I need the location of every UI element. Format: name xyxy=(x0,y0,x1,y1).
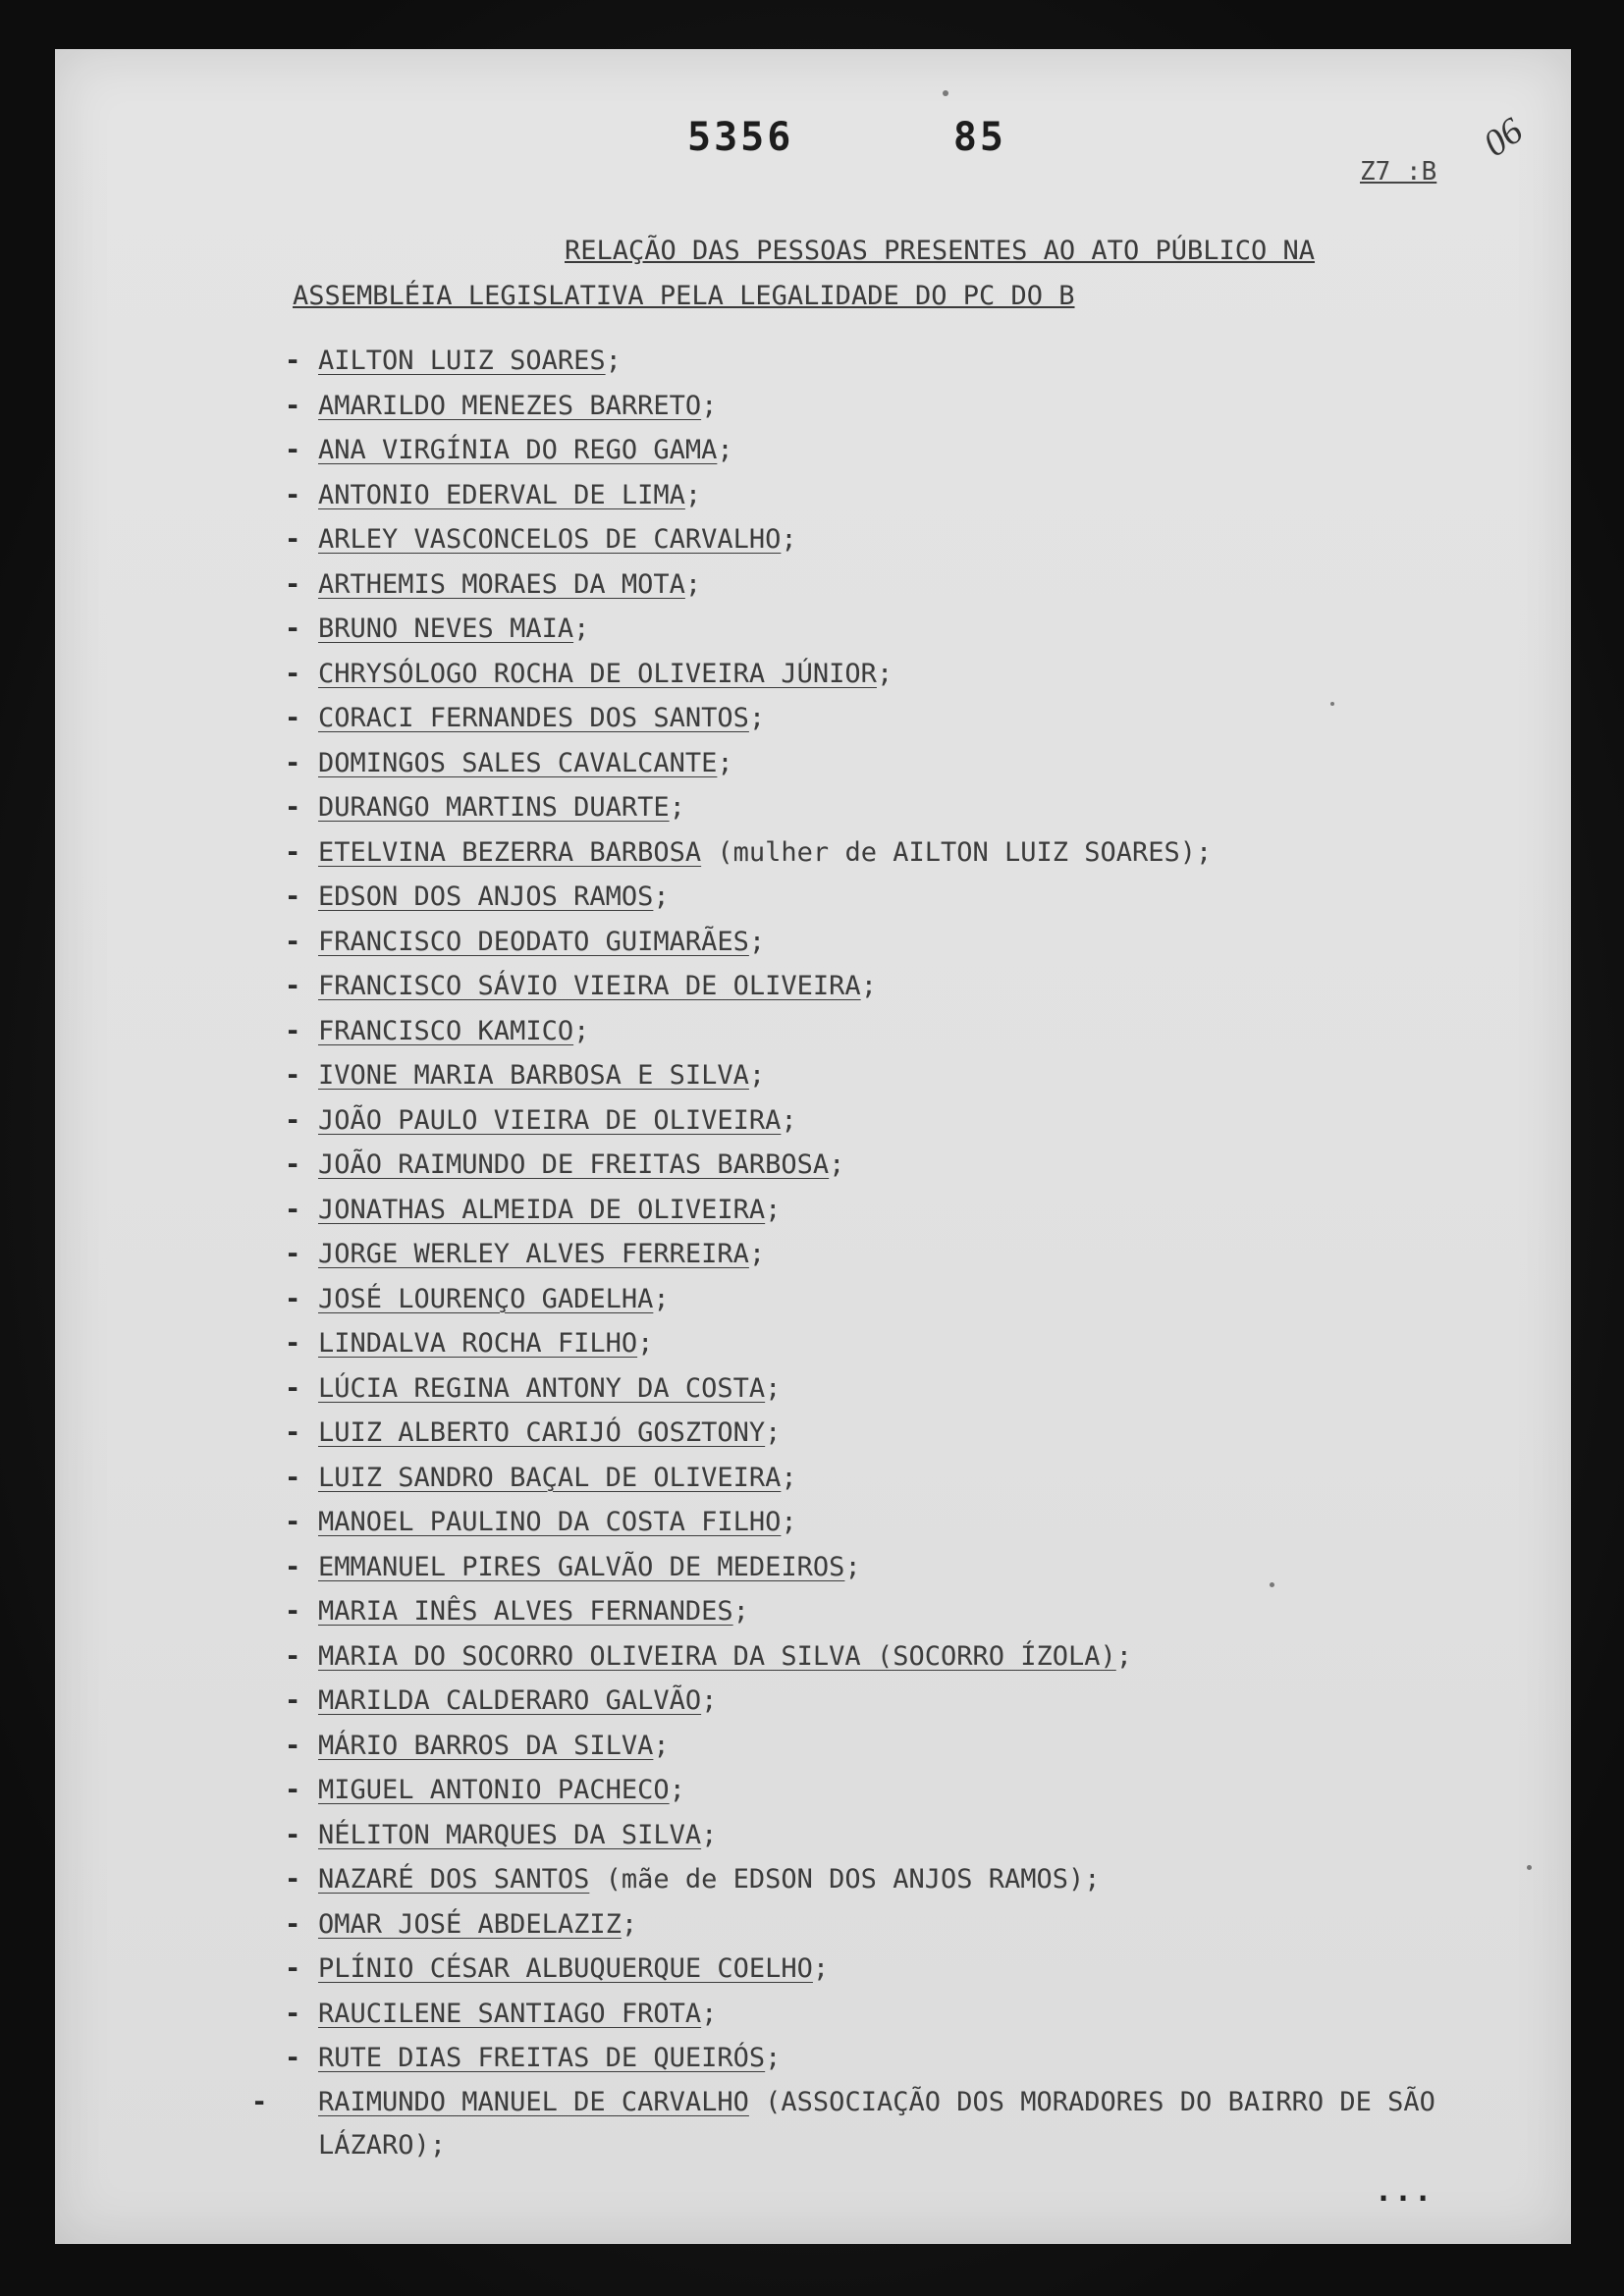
attendee-note: ; xyxy=(860,971,877,1001)
list-bullet: - xyxy=(285,1372,301,1404)
attendee-list xyxy=(251,339,1492,2167)
attendee-note: ; xyxy=(684,568,702,600)
continuation-marker: ... xyxy=(1375,2174,1435,2209)
attendee-note: ; xyxy=(653,881,670,912)
attendee-note: ; xyxy=(781,524,797,555)
attendee-note: ; xyxy=(653,1730,670,1761)
list-item xyxy=(285,1992,1492,2037)
attendee-note: ; xyxy=(765,2043,782,2073)
list-item xyxy=(285,1634,1492,1680)
attendee-note: ; xyxy=(748,703,766,733)
list-item xyxy=(285,428,1492,473)
list-item xyxy=(285,875,1492,920)
attendee-name: DOMINGOS SALES CAVALCANTE xyxy=(318,747,718,778)
list-bullet: - xyxy=(285,836,301,868)
attendee-name: LINDALVA ROCHA FILHO xyxy=(318,1328,638,1359)
attendee-name: EDSON DOS ANJOS RAMOS xyxy=(318,881,654,912)
list-item xyxy=(285,1277,1492,1322)
attendee-name: PLÍNIO CÉSAR ALBUQUERQUE COELHO xyxy=(318,1953,813,1984)
document-number: 5356 85 xyxy=(687,115,1006,160)
list-bullet: - xyxy=(285,971,301,1001)
attendee-name: FRANCISCO KAMICO xyxy=(318,1015,574,1046)
attendee-note: ; xyxy=(669,1775,685,1805)
list-item xyxy=(285,1321,1492,1366)
attendee-name: ARTHEMIS MORAES DA MOTA xyxy=(318,568,685,600)
attendee-note: (mulher de AILTON LUIZ SOARES); xyxy=(701,836,1213,868)
list-bullet: - xyxy=(285,1551,301,1582)
list-bullet: - xyxy=(285,926,301,957)
list-item xyxy=(285,920,1492,965)
list-item xyxy=(285,1098,1492,1144)
list-item xyxy=(285,964,1492,1009)
attendee-note: ; xyxy=(701,390,718,421)
list-bullet: - xyxy=(285,614,301,644)
attendee-name: MARIA INÊS ALVES FERNANDES xyxy=(318,1596,733,1627)
list-item xyxy=(285,1500,1492,1545)
attendee-name: FRANCISCO DEODATO GUIMARÃES xyxy=(318,926,749,957)
list-item xyxy=(285,696,1492,741)
list-item xyxy=(285,1009,1492,1054)
list-bullet: - xyxy=(285,1953,301,1984)
list-bullet: - xyxy=(285,1417,301,1448)
attendee-name: BRUNO NEVES MAIA xyxy=(318,614,574,644)
attendee-name: OMAR JOSÉ ABDELAZIZ xyxy=(318,1908,622,1940)
list-bullet: - xyxy=(285,479,301,510)
list-bullet: - xyxy=(285,1596,301,1627)
attendee-name: ARLEY VASCONCELOS DE CARVALHO xyxy=(318,524,782,555)
list-bullet: - xyxy=(285,1507,301,1537)
list-item xyxy=(251,2081,1492,2167)
attendee-note: ; xyxy=(669,792,685,823)
list-bullet: - xyxy=(285,1819,301,1850)
list-bullet: - xyxy=(285,1685,301,1716)
attendee-name: JOÃO PAULO VIEIRA DE OLIVEIRA xyxy=(318,1104,782,1136)
attendee-name: LUIZ ALBERTO CARIJÓ GOSZTONY xyxy=(318,1417,766,1448)
list-item xyxy=(285,1366,1492,1412)
list-bullet: - xyxy=(285,2043,301,2073)
attendee-note: ; xyxy=(573,1015,590,1046)
attendee-name: AMARILDO MENEZES BARRETO xyxy=(318,390,702,421)
attendee-name: NAZARÉ DOS SANTOS xyxy=(318,1864,590,1895)
handwritten-page-number: 06 xyxy=(1476,109,1531,166)
list-bullet: - xyxy=(285,1462,301,1493)
list-bullet: - xyxy=(285,747,301,778)
attendee-note: ; xyxy=(829,1149,845,1180)
list-item xyxy=(285,1545,1492,1590)
attendee-note: (mãe de EDSON DOS ANJOS RAMOS); xyxy=(589,1864,1101,1895)
list-item xyxy=(285,1813,1492,1858)
list-bullet: - xyxy=(285,1640,301,1672)
attendee-name: AILTON LUIZ SOARES xyxy=(318,346,606,376)
attendee-note: ; xyxy=(717,747,733,778)
scan-speck xyxy=(1270,1582,1274,1587)
attendee-note: (ASSOCIAÇÃO DOS MORADORES DO BAIRRO DE SÃO LÁZARO); xyxy=(318,2086,1435,2161)
list-bullet: - xyxy=(285,1998,301,2029)
attendee-name: JOÃO RAIMUNDO DE FREITAS BARBOSA xyxy=(318,1149,830,1180)
list-item xyxy=(285,652,1492,697)
list-item xyxy=(285,830,1492,876)
attendee-note: ; xyxy=(781,1507,797,1537)
scan-speck xyxy=(1527,1865,1532,1870)
list-item xyxy=(285,473,1492,518)
attendee-name: JONATHAS ALMEIDA DE OLIVEIRA xyxy=(318,1194,766,1225)
attendee-note: ; xyxy=(844,1551,861,1582)
list-bullet: - xyxy=(285,881,301,912)
attendee-note: ; xyxy=(732,1596,749,1627)
attendee-note: ; xyxy=(605,346,622,376)
attendee-name: ANA VIRGÍNIA DO REGO GAMA xyxy=(318,435,718,465)
list-bullet: - xyxy=(285,1730,301,1761)
attendee-note: ; xyxy=(684,479,702,510)
list-bullet: - xyxy=(285,658,301,689)
attendee-name: MÁRIO BARROS DA SILVA xyxy=(318,1730,654,1761)
list-bullet: - xyxy=(285,390,301,421)
attendee-name: NÉLITON MARQUES DA SILVA xyxy=(318,1819,702,1850)
list-item xyxy=(285,1411,1492,1456)
list-item xyxy=(285,785,1492,830)
document-title xyxy=(293,229,1461,319)
attendee-name: MARILDA CALDERARO GALVÃO xyxy=(318,1685,702,1716)
list-item xyxy=(285,517,1492,562)
list-bullet: - xyxy=(285,703,301,733)
list-item xyxy=(285,741,1492,786)
list-item xyxy=(285,1857,1492,1902)
list-bullet: - xyxy=(285,1149,301,1180)
list-bullet: - xyxy=(285,524,301,555)
attendee-note: ; xyxy=(701,1819,718,1850)
list-item xyxy=(285,339,1492,384)
attendee-name: JORGE WERLEY ALVES FERREIRA xyxy=(318,1239,749,1269)
attendee-name: CHRYSÓLOGO ROCHA DE OLIVEIRA JÚNIOR xyxy=(318,658,877,689)
attendee-note: ; xyxy=(765,1417,782,1448)
list-bullet: - xyxy=(285,435,301,465)
list-bullet: - xyxy=(285,1908,301,1940)
attendee-note: ; xyxy=(748,1060,766,1091)
attendee-note: ; xyxy=(765,1194,782,1225)
attendee-name: EMMANUEL PIRES GALVÃO DE MEDEIROS xyxy=(318,1551,845,1582)
list-item xyxy=(285,1232,1492,1277)
attendee-name: MANOEL PAULINO DA COSTA FILHO xyxy=(318,1507,782,1537)
attendee-name: ETELVINA BEZERRA BARBOSA xyxy=(318,836,702,868)
list-bullet: - xyxy=(251,2086,268,2117)
attendee-note: ; xyxy=(637,1328,654,1359)
reference-code: Z7 :B xyxy=(1360,157,1437,187)
attendee-note: ; xyxy=(781,1104,797,1136)
attendee-note: ; xyxy=(765,1372,782,1404)
attendee-note: ; xyxy=(573,614,590,644)
list-bullet: - xyxy=(285,568,301,600)
attendee-note: ; xyxy=(653,1283,670,1314)
list-item xyxy=(285,1679,1492,1724)
attendee-name: LÚCIA REGINA ANTONY DA COSTA xyxy=(318,1372,766,1404)
attendee-note: ; xyxy=(748,1239,766,1269)
list-bullet: - xyxy=(285,1775,301,1805)
attendee-name: MARIA DO SOCORRO OLIVEIRA DA SILVA (SOCORRO ÍZOLA) xyxy=(318,1640,1116,1672)
attendee-name: RUTE DIAS FREITAS DE QUEIRÓS xyxy=(318,2043,766,2073)
list-item xyxy=(285,1456,1492,1501)
list-bullet: - xyxy=(285,1328,301,1359)
attendee-name: ANTONIO EDERVAL DE LIMA xyxy=(318,479,685,510)
list-bullet: - xyxy=(285,1015,301,1046)
attendee-name: RAUCILENE SANTIAGO FROTA xyxy=(318,1998,702,2029)
list-item xyxy=(285,1724,1492,1769)
list-bullet: - xyxy=(285,1104,301,1136)
attendee-name: JOSÉ LOURENÇO GADELHA xyxy=(318,1283,654,1314)
attendee-name: RAIMUNDO MANUEL DE CARVALHO xyxy=(318,2086,749,2117)
attendee-note: ; xyxy=(1115,1640,1133,1672)
attendee-note: ; xyxy=(717,435,733,465)
attendee-note: ; xyxy=(701,1685,718,1716)
list-bullet: - xyxy=(285,1239,301,1269)
title-line-2: ASSEMBLÉIA LEGISLATIVA PELA LEGALIDADE DO PC DO B xyxy=(293,281,1075,311)
list-item xyxy=(285,1589,1492,1634)
list-bullet: - xyxy=(285,1864,301,1895)
attendee-name: IVONE MARIA BARBOSA E SILVA xyxy=(318,1060,749,1091)
attendee-note: ; xyxy=(781,1462,797,1493)
list-item xyxy=(285,607,1492,652)
list-item xyxy=(285,1143,1492,1188)
list-item xyxy=(285,1768,1492,1813)
attendee-note: ; xyxy=(748,926,766,957)
list-item xyxy=(285,2036,1492,2081)
scan-speck xyxy=(943,90,948,96)
list-bullet: - xyxy=(285,1283,301,1314)
list-bullet: - xyxy=(285,1060,301,1091)
title-line-1: RELAÇÃO DAS PESSOAS PRESENTES AO ATO PÚBLICO NA xyxy=(565,236,1316,266)
list-item xyxy=(285,1053,1492,1098)
attendee-name: MIGUEL ANTONIO PACHECO xyxy=(318,1775,670,1805)
attendee-note: ; xyxy=(876,658,893,689)
attendee-name: LUIZ SANDRO BAÇAL DE OLIVEIRA xyxy=(318,1462,782,1493)
list-bullet: - xyxy=(285,1194,301,1225)
attendee-note: ; xyxy=(812,1953,830,1984)
attendee-name: FRANCISCO SÁVIO VIEIRA DE OLIVEIRA xyxy=(318,971,861,1001)
list-item xyxy=(285,562,1492,608)
list-item xyxy=(285,384,1492,429)
attendee-name: CORACI FERNANDES DOS SANTOS xyxy=(318,703,749,733)
list-bullet: - xyxy=(285,792,301,823)
list-item xyxy=(285,1947,1492,1992)
list-bullet: - xyxy=(285,346,301,376)
list-item xyxy=(285,1188,1492,1233)
scan-speck xyxy=(1330,702,1334,706)
attendee-note: ; xyxy=(621,1908,638,1940)
list-item xyxy=(285,1902,1492,1948)
attendee-name: DURANGO MARTINS DUARTE xyxy=(318,792,670,823)
attendee-note: ; xyxy=(701,1998,718,2029)
